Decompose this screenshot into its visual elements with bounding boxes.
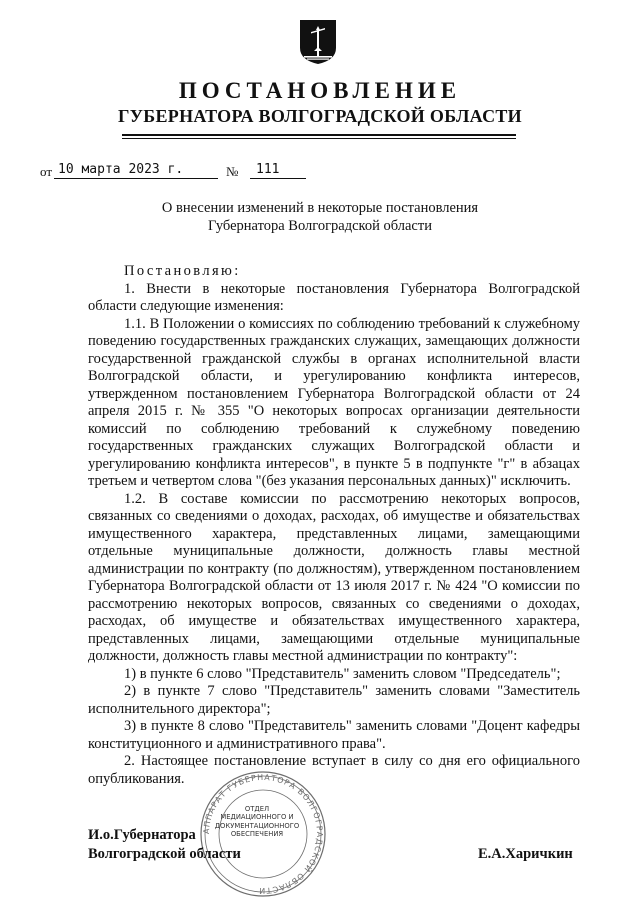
subject-line-2: Губернатора Волгоградской области — [208, 218, 432, 234]
header-rule-thin — [122, 138, 516, 139]
list-item-3: 3) в пункте 8 слово "Представитель" заменить словами "Доцент кафедры конституционного и административного права". — [88, 718, 580, 752]
stamp-line-1: ОТДЕЛ — [244, 805, 270, 813]
paragraph-2: 2. Настоящее постановление вступает в силу со дня его официального опубликования. — [88, 753, 580, 787]
document-number: 111 — [250, 161, 306, 179]
list-item-1: 1) в пункте 6 слово "Представитель" заменить словом "Председатель"; — [124, 665, 561, 682]
signatory-position-line-2: Волгоградской области — [88, 846, 241, 862]
paragraph-1-2: 1.2. В составе комиссии по рассмотрению некоторых вопросов, связанных со сведениями о доходах, расходах, об имуществе и обязательствах имущественного характера, представленных лицами, замещающими отдельные муниципальные должности, должность главы местной администрации по контракту (по должностям), утвержденном постановлением Губернатора Волгоградской области от 13 июля 2017 г. № 424 "О комиссии по рассмотрению некоторых вопросов, связанных со сведениями о доходах, расходах, об имуществе и обязательствах имущественного характера, представленных лицами, замещающими отдельные муниципальные должности, должность главы местной администрации по контракту": — [88, 490, 580, 664]
document-date: 10 марта 2023 г. — [54, 161, 218, 179]
coat-of-arms-icon — [298, 18, 338, 66]
subject-line-1: О внесении изменений в некоторые постановления — [161, 200, 479, 216]
stamp-line-2: МЕДИАЦИОННОГО И — [220, 813, 294, 822]
signatory-name: Е.А.Харичкин — [478, 846, 573, 862]
document-body — [88, 263, 580, 788]
header-rule-thick — [122, 134, 516, 136]
paragraph-1-1: 1.1. В Положении о комиссиях по соблюдению требований к служебному поведению государственных гражданских служащих, замещающих должности государственной гражданской службы в органах исполнительной власти Волгоградской области, и урегулированию конфликта интересов, утвержденном постановлением Губернатора Волгоградской области от 24 апреля 2015 г. № 355 "О некоторых вопросах организации деятельности комиссий по соблюдению требований к служебному поведению государственных гражданских служащих Волгоградской области и урегулированию конфликта интересов", в пункте 5 в подпункте "г" в абзацах третьем и четвертом слова "(без указания персональных данных)" исключить. — [88, 315, 580, 489]
intro-paragraph: Постановляю: — [124, 263, 241, 279]
list-item-2: 2) в пункте 7 слово "Представитель" заменить словами "Заместитель исполнительного директора"; — [88, 683, 580, 717]
document-subtitle: ГУБЕРНАТОРА ВОЛГОГРАДСКОЙ ОБЛАСТИ — [118, 106, 522, 126]
stamp-line-3: ДОКУМЕНТАЦИОННОГО — [214, 821, 300, 830]
document-subject — [0, 199, 640, 235]
date-from-label: от — [40, 164, 53, 179]
paragraph-1: 1. Внести в некоторые постановления Губернатора Волгоградской области следующие изменения: — [88, 280, 580, 314]
stamp-line-4: ОБЕСПЕЧЕНИЯ — [230, 830, 284, 839]
signatory-position-line-1: И.о.Губернатора — [88, 827, 196, 843]
stamp-ring-text: АППАРАТ ГУБЕРНАТОРА ВОЛГОГРАДСКОЙ ОБЛАСТИ — [201, 772, 325, 896]
document-title: ПОСТАНОВЛЕНИЕ — [178, 78, 462, 103]
signatory-position — [88, 826, 241, 864]
number-label: № — [226, 164, 239, 179]
